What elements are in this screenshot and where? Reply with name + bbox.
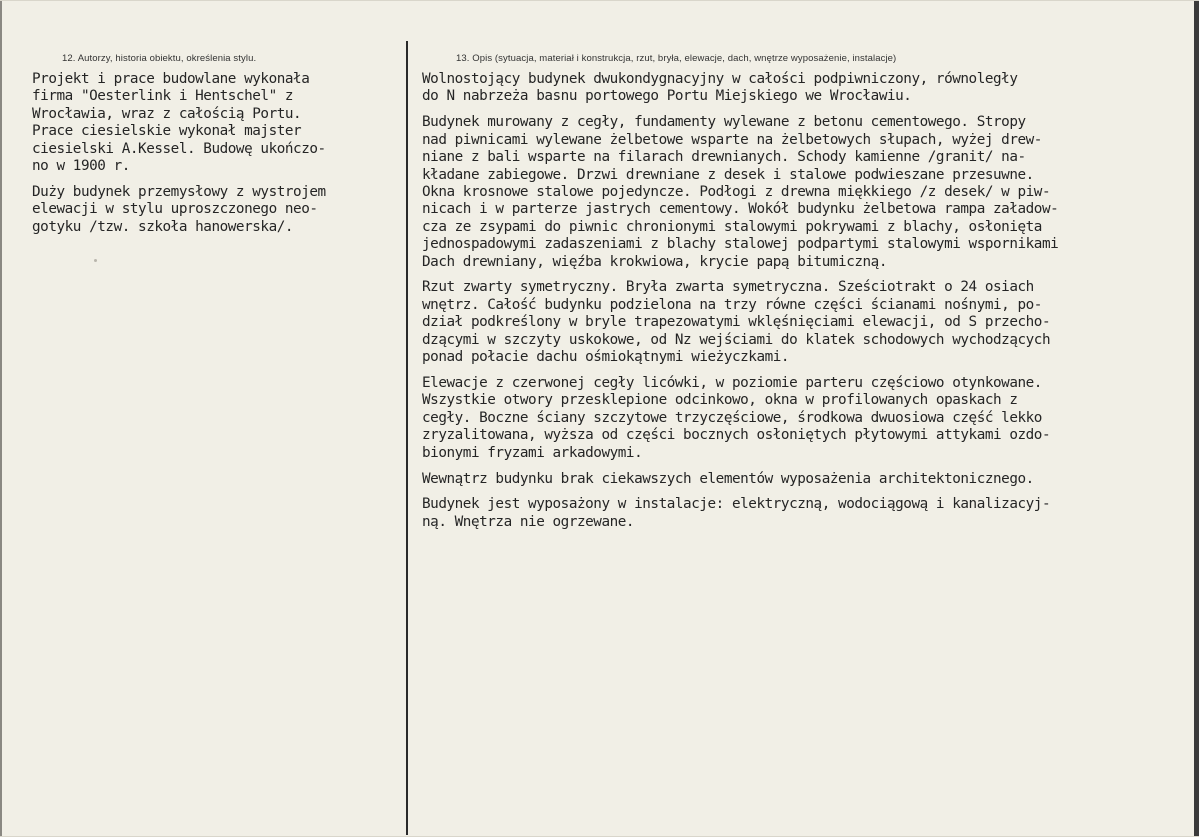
installations-paragraph: Budynek jest wyposażony w instalacje: elektryczną, wodociągową i kanalizacyj- ną. Wnętrza nie ogrzewane. <box>422 496 1051 530</box>
card-left-edge <box>0 1 2 836</box>
authors-paragraph: Projekt i prace budowlane wykonała firma "Oesterlink i Hentschel" z Wrocławia, wraz z całością Portu. Prace ciesielskie wykonał majster ciesielski A.Kessel. Budowę ukończo- no w 1900 r. <box>32 71 326 175</box>
description-column <box>422 71 1196 540</box>
elevations-paragraph: Elewacje z czerwonej cegły licówki, w poziomie parteru częściowo otynkowane. Wszystkie otwory przesklepione odcinkowo, okna w profilowanych opaskach z cegły. Boczne ściany szczytowe trzyczęściowe, środkowa dwuosiowa część lekko zryzalitowana, wyższa od części bocznych osłoniętych płytowymi attykami ozdo- bionymi fryzami arkadowymi. <box>422 375 1051 461</box>
section-13-heading: 13. Opis (sytuacja, materiał i konstrukcja, rzut, bryła, elewacje, dach, wnętrze wyposażenie, instalacje) <box>456 53 897 64</box>
interior-paragraph: Wewnątrz budynku brak ciekawszych elementów wyposażenia architektonicznego. <box>422 470 1034 487</box>
construction-paragraph: Budynek murowany z cegły, fundamenty wylewane z betonu cementowego. Stropy nad piwnicami wylewane żelbetowe wsparte na żelbetowych słupach, wyżej drew- niane z bali wsparte na filarach drewnianych. Schody kamienne /granit/ na- kładane zabiegowe. Drzwi drewniane z desek i stalowe podwieszane przesuwne. Okna krosnowe stalowe pojedyncze. Podłogi z drewna miękkiego /z desek/ w piw- nicach i w parterze jastrych cementowy. Wokół budynku żelbetowa rampa załadow- cza ze zsypami do piwnic chronionymi stalowymi pokrywami z blachy, osłonięta jednospadowymi zadaszeniami z blachy stalowej podpartymi stalowymi wspornikami Dach drewniany, więźba krokwiowa, krycie papą bitumiczną. <box>422 114 1059 270</box>
plan-paragraph: Rzut zwarty symetryczny. Bryła zwarta symetryczna. Sześciotrakt o 24 osiach wnętrz. Całość budynku podzielona na trzy równe części ścianami nośnymi, po- dział podkreślony w bryle trapezowatymi wklęśnięciami elewacji, od S przecho- dzącymi w szczyty uskokowe, od Nz wejściami do klatek schodowych wychodzących ponad połacie dachu ośmiokątnymi wieżyczkami. <box>422 279 1051 366</box>
style-paragraph: Duży budynek przemysłowy z wystrojem elewacji w stylu uproszczonego neo- gotyku /tzw. szkoła hanowerska/. <box>32 183 326 235</box>
situation-paragraph: Wolnostojący budynek dwukondygnacyjny w całości podpiwniczony, równoległy do N nabrzeża basnu portowego Portu Miejskiego we Wrocławiu. <box>422 71 1018 105</box>
authors-history-column <box>32 71 397 245</box>
section-12-heading: 12. Autorzy, historia obiektu, określenia stylu. <box>62 53 257 64</box>
column-divider <box>406 47 408 835</box>
paper-speck <box>94 259 97 262</box>
